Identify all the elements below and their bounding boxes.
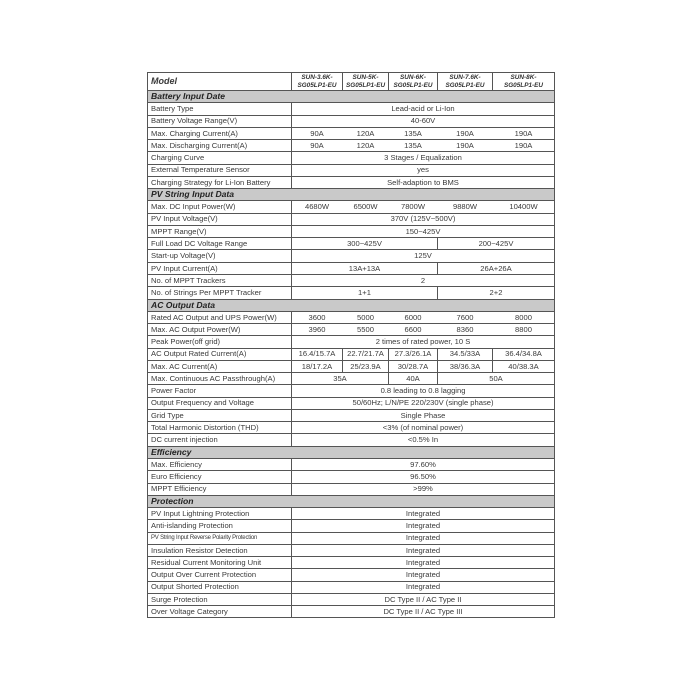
section-protection: Protection bbox=[148, 495, 555, 507]
row-value: 50/60Hz; L/N/PE 220/230V (single phase) bbox=[292, 397, 555, 409]
row-value: 8000 bbox=[493, 311, 555, 323]
row-label: Total Harmonic Distortion (THD) bbox=[148, 422, 292, 434]
table-row bbox=[148, 250, 555, 262]
table-row bbox=[148, 385, 555, 397]
row-value: 9880W bbox=[438, 201, 493, 213]
row-value: 50A bbox=[438, 373, 555, 385]
row-value: 1+1 bbox=[292, 287, 438, 299]
row-value: Integrated bbox=[292, 508, 555, 520]
row-value: <0.5% In bbox=[292, 434, 555, 446]
table-row bbox=[148, 373, 555, 385]
model-column: SUN-3.6K- SG05LP1-EU bbox=[292, 73, 343, 91]
row-value: 3960 bbox=[292, 324, 343, 336]
table-row bbox=[148, 397, 555, 409]
table-row bbox=[148, 569, 555, 581]
model-column: SUN-5K- SG05LP1-EU bbox=[343, 73, 389, 91]
row-value: Integrated bbox=[292, 557, 555, 569]
row-label: Grid Type bbox=[148, 409, 292, 421]
table-row bbox=[148, 434, 555, 446]
row-value: 200~425V bbox=[438, 238, 555, 250]
row-label: Battery Voltage Range(V) bbox=[148, 115, 292, 127]
row-value: 300~425V bbox=[292, 238, 438, 250]
model-column: SUN-6K- SG05LP1-EU bbox=[389, 73, 438, 91]
table-row bbox=[148, 336, 555, 348]
row-value: Single Phase bbox=[292, 409, 555, 421]
row-value: Integrated bbox=[292, 532, 555, 544]
row-label: DC current injection bbox=[148, 434, 292, 446]
model-column: SUN-8K- SG05LP1-EU bbox=[493, 73, 555, 91]
row-value: Integrated bbox=[292, 520, 555, 532]
row-label: Euro Efficiency bbox=[148, 471, 292, 483]
table-row bbox=[148, 557, 555, 569]
row-value: Self-adaption to BMS bbox=[292, 176, 555, 188]
row-value: Integrated bbox=[292, 581, 555, 593]
row-label: Residual Current Monitoring Unit bbox=[148, 557, 292, 569]
table-row bbox=[148, 164, 555, 176]
section-ac: AC Output Data bbox=[148, 299, 555, 311]
row-value: 7800W bbox=[389, 201, 438, 213]
row-value: Integrated bbox=[292, 544, 555, 556]
table-row bbox=[148, 422, 555, 434]
row-value: 27.3/26.1A bbox=[389, 348, 438, 360]
model-header-row bbox=[148, 73, 555, 91]
row-value: 120A bbox=[343, 140, 389, 152]
table-row bbox=[148, 201, 555, 213]
row-label: Power Factor bbox=[148, 385, 292, 397]
table-row bbox=[148, 262, 555, 274]
row-label: PV Input Current(A) bbox=[148, 262, 292, 274]
row-value: 190A bbox=[493, 140, 555, 152]
row-value: 8800 bbox=[493, 324, 555, 336]
row-label: Output Shorted Protection bbox=[148, 581, 292, 593]
table-row bbox=[148, 471, 555, 483]
row-label: Full Load DC Voltage Range bbox=[148, 238, 292, 250]
row-value: >99% bbox=[292, 483, 555, 495]
row-label: Anti-islanding Protection bbox=[148, 520, 292, 532]
row-label: Rated AC Output and UPS Power(W) bbox=[148, 311, 292, 323]
table-row bbox=[148, 508, 555, 520]
section-efficiency: Efficiency bbox=[148, 446, 555, 458]
section-battery: Battery Input Date bbox=[148, 91, 555, 103]
row-value: 5000 bbox=[343, 311, 389, 323]
row-value: 35A bbox=[292, 373, 389, 385]
row-label: Peak Power(off grid) bbox=[148, 336, 292, 348]
row-value: DC Type II / AC Type II bbox=[292, 593, 555, 605]
row-label: Max. AC Current(A) bbox=[148, 360, 292, 372]
table-row bbox=[148, 544, 555, 556]
row-value: yes bbox=[292, 164, 555, 176]
row-value: 135A bbox=[389, 127, 438, 139]
row-label: PV Input Lightning Protection bbox=[148, 508, 292, 520]
row-value: DC Type II / AC Type III bbox=[292, 606, 555, 618]
row-value: 190A bbox=[493, 127, 555, 139]
row-value: 6500W bbox=[343, 201, 389, 213]
row-value: 135A bbox=[389, 140, 438, 152]
row-value: 40-60V bbox=[292, 115, 555, 127]
row-value: 125V bbox=[292, 250, 555, 262]
row-label: Max. Discharging Current(A) bbox=[148, 140, 292, 152]
table-row bbox=[148, 115, 555, 127]
row-value: Lead-acid or Li-Ion bbox=[292, 103, 555, 115]
model-column: SUN-7.6K- SG05LP1-EU bbox=[438, 73, 493, 91]
row-label: MPPT Range(V) bbox=[148, 225, 292, 237]
table-row bbox=[148, 274, 555, 286]
row-value: Integrated bbox=[292, 569, 555, 581]
row-value: 120A bbox=[343, 127, 389, 139]
row-value: 2+2 bbox=[438, 287, 555, 299]
row-value: 40/38.3A bbox=[493, 360, 555, 372]
row-value: 18/17.2A bbox=[292, 360, 343, 372]
row-value: 8360 bbox=[438, 324, 493, 336]
row-label: Surge Protection bbox=[148, 593, 292, 605]
row-value: 7600 bbox=[438, 311, 493, 323]
row-value: 10400W bbox=[493, 201, 555, 213]
spec-table bbox=[147, 72, 555, 618]
row-value: 6000 bbox=[389, 311, 438, 323]
row-value: 36.4/34.8A bbox=[493, 348, 555, 360]
table-row bbox=[148, 360, 555, 372]
row-value: 97.60% bbox=[292, 458, 555, 470]
table-row bbox=[148, 103, 555, 115]
row-label: Charging Curve bbox=[148, 152, 292, 164]
row-value: 3 Stages / Equalization bbox=[292, 152, 555, 164]
row-label: Start-up Voltage(V) bbox=[148, 250, 292, 262]
row-label: External Temperature Sensor bbox=[148, 164, 292, 176]
row-value: 190A bbox=[438, 140, 493, 152]
table-row bbox=[148, 581, 555, 593]
row-label: No. of Strings Per MPPT Tracker bbox=[148, 287, 292, 299]
model-label: Model bbox=[148, 73, 292, 91]
table-row bbox=[148, 324, 555, 336]
row-value: 26A+26A bbox=[438, 262, 555, 274]
row-label: MPPT Efficiency bbox=[148, 483, 292, 495]
table-row bbox=[148, 238, 555, 250]
row-label: No. of MPPT Trackers bbox=[148, 274, 292, 286]
row-label: Max. Efficiency bbox=[148, 458, 292, 470]
row-label: Max. AC Output Power(W) bbox=[148, 324, 292, 336]
row-value: 22.7/21.7A bbox=[343, 348, 389, 360]
row-value: 0.8 leading to 0.8 lagging bbox=[292, 385, 555, 397]
row-value: 90A bbox=[292, 127, 343, 139]
table-row bbox=[148, 287, 555, 299]
row-label: Battery Type bbox=[148, 103, 292, 115]
row-value: 6600 bbox=[389, 324, 438, 336]
row-label: Output Frequency and Voltage bbox=[148, 397, 292, 409]
row-value: <3% (of nominal power) bbox=[292, 422, 555, 434]
row-value: 190A bbox=[438, 127, 493, 139]
row-value: 2 bbox=[292, 274, 555, 286]
row-label: Output Over Current Protection bbox=[148, 569, 292, 581]
row-value: 5500 bbox=[343, 324, 389, 336]
row-label: PV Input Voltage(V) bbox=[148, 213, 292, 225]
table-row bbox=[148, 213, 555, 225]
table-row bbox=[148, 311, 555, 323]
row-value: 3600 bbox=[292, 311, 343, 323]
row-value: 40A bbox=[389, 373, 438, 385]
row-label: PV String Input Reverse Polarity Protection bbox=[148, 532, 292, 544]
row-value: 2 times of rated power, 10 S bbox=[292, 336, 555, 348]
row-value: 90A bbox=[292, 140, 343, 152]
row-label: Max. Charging Current(A) bbox=[148, 127, 292, 139]
row-value: 4680W bbox=[292, 201, 343, 213]
section-pv: PV String Input Data bbox=[148, 189, 555, 201]
row-value: 370V (125V~500V) bbox=[292, 213, 555, 225]
table-row bbox=[148, 593, 555, 605]
row-value: 13A+13A bbox=[292, 262, 438, 274]
table-row bbox=[148, 532, 555, 544]
table-row bbox=[148, 127, 555, 139]
row-value: 96.50% bbox=[292, 471, 555, 483]
table-row bbox=[148, 225, 555, 237]
row-value: 150~425V bbox=[292, 225, 555, 237]
table-row bbox=[148, 520, 555, 532]
row-label: Insulation Resistor Detection bbox=[148, 544, 292, 556]
row-value: 16.4/15.7A bbox=[292, 348, 343, 360]
table-row bbox=[148, 483, 555, 495]
row-value: 25/23.9A bbox=[343, 360, 389, 372]
table-row bbox=[148, 348, 555, 360]
row-value: 30/28.7A bbox=[389, 360, 438, 372]
table-row bbox=[148, 409, 555, 421]
row-label: Over Voltage Category bbox=[148, 606, 292, 618]
row-label: Max. DC Input Power(W) bbox=[148, 201, 292, 213]
table-row bbox=[148, 176, 555, 188]
table-row bbox=[148, 606, 555, 618]
table-row bbox=[148, 140, 555, 152]
table-row bbox=[148, 152, 555, 164]
row-label: Charging Strategy for Li-Ion Battery bbox=[148, 176, 292, 188]
row-value: 34.5/33A bbox=[438, 348, 493, 360]
row-value: 38/36.3A bbox=[438, 360, 493, 372]
table-row bbox=[148, 458, 555, 470]
row-label: Max. Continuous AC Passthrough(A) bbox=[148, 373, 292, 385]
row-label: AC Output Rated Current(A) bbox=[148, 348, 292, 360]
